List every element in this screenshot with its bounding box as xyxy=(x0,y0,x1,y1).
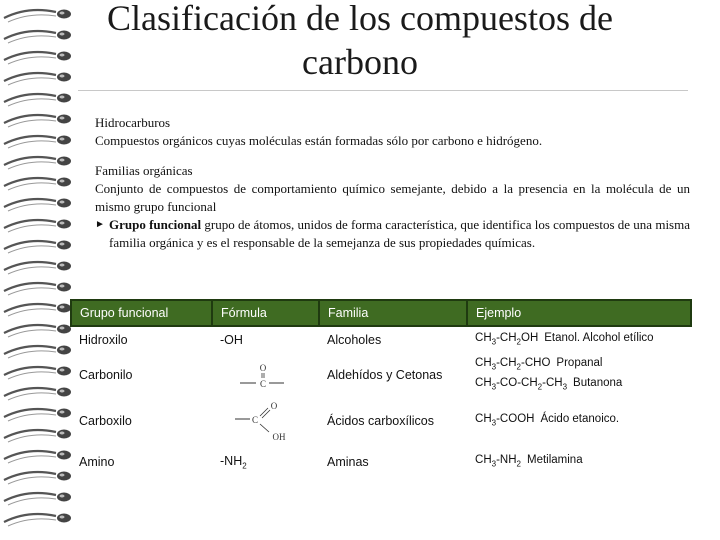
example-name: Etanol. Alcohol etílico xyxy=(544,331,654,344)
example-formula: $CH_3-NH_2$ xyxy=(475,453,521,469)
header-familia: Familia xyxy=(319,300,467,326)
group-cell: Carboxilo xyxy=(79,414,132,428)
functional-group-bullet xyxy=(95,216,690,252)
table-row xyxy=(71,397,691,445)
formula-cell xyxy=(212,397,319,445)
header-ejemplo: Ejemplo xyxy=(467,300,691,326)
example-name: Propanal xyxy=(556,356,603,369)
example-formula: $CH_3-CH_2$-CHO xyxy=(475,356,551,371)
title-divider xyxy=(78,90,688,91)
example-formula: $CH_3$-COOH xyxy=(475,412,535,428)
page-title: Clasificación de los compuestos de carbono xyxy=(107,0,613,82)
family-cell: Alcoholes xyxy=(327,333,382,347)
example-cell xyxy=(467,397,691,445)
table-row xyxy=(71,326,691,353)
example-line xyxy=(475,452,683,472)
hydroxyl-label: OH xyxy=(272,432,285,442)
example-name: Ácido etanoico. xyxy=(540,412,620,425)
carbonyl-structure xyxy=(236,360,296,390)
example-line xyxy=(475,330,683,350)
table-header-row xyxy=(71,300,691,326)
example-line xyxy=(475,375,683,395)
oxygen-label: O xyxy=(270,401,277,411)
example-formula: $CH_3-CH_2OH$ xyxy=(475,331,539,347)
example-line xyxy=(475,411,683,431)
header-grupo: Grupo funcional xyxy=(71,300,212,326)
oxygen-label: O xyxy=(259,363,266,373)
group-cell: Hidroxilo xyxy=(79,333,128,347)
functional-group-definition: grupo de átomos, unidos de forma característica, que identifica los compuestos de una misma familia orgánica y es el responsable de la semejanza de sus propiedades químicas. xyxy=(109,217,690,250)
formula-cell: $-NH_2$ xyxy=(220,453,247,471)
families-description: Conjunto de compuestos de comportamiento químico semejante, debido a la presencia en la molécula de un mismo grupo funcional xyxy=(95,181,690,214)
functional-groups-table xyxy=(70,299,692,479)
group-cell: Amino xyxy=(79,455,115,469)
carbon-label: C xyxy=(259,379,266,389)
hydrocarbons-description: Compuestos orgánicos cuyas moléculas están formadas sólo por carbono e hidrógeno. xyxy=(95,133,543,148)
table-row xyxy=(71,445,691,479)
hydrocarbons-heading: Hidrocarburos xyxy=(95,115,171,130)
family-cell: Ácidos carboxílicos xyxy=(327,414,434,428)
formula-cell: -OH xyxy=(220,333,243,347)
example-formula: $CH_3-CO-CH_2-CH_3$ xyxy=(475,377,568,392)
triangle-right-icon: ► xyxy=(95,219,105,230)
example-name: Metilamina xyxy=(527,453,583,466)
header-formula: Fórmula xyxy=(212,300,319,326)
group-cell: Carbonilo xyxy=(79,368,133,382)
example-cell xyxy=(467,326,691,353)
families-heading: Familias orgánicas xyxy=(95,163,193,178)
family-cell: Aminas xyxy=(327,455,369,469)
example-name: Butanona xyxy=(573,377,623,389)
family-cell: Aldehídos y Cetonas xyxy=(327,368,443,382)
spiral-binding-icon xyxy=(0,0,80,540)
example-line xyxy=(475,355,683,375)
example-cell xyxy=(467,353,691,397)
formula-cell xyxy=(212,353,319,397)
table-row xyxy=(71,353,691,397)
functional-group-term: Grupo funcional xyxy=(109,217,202,232)
example-cell xyxy=(467,445,691,479)
carboxyl-structure xyxy=(231,399,301,443)
content-body xyxy=(95,114,690,252)
carbon-label: C xyxy=(251,415,258,425)
